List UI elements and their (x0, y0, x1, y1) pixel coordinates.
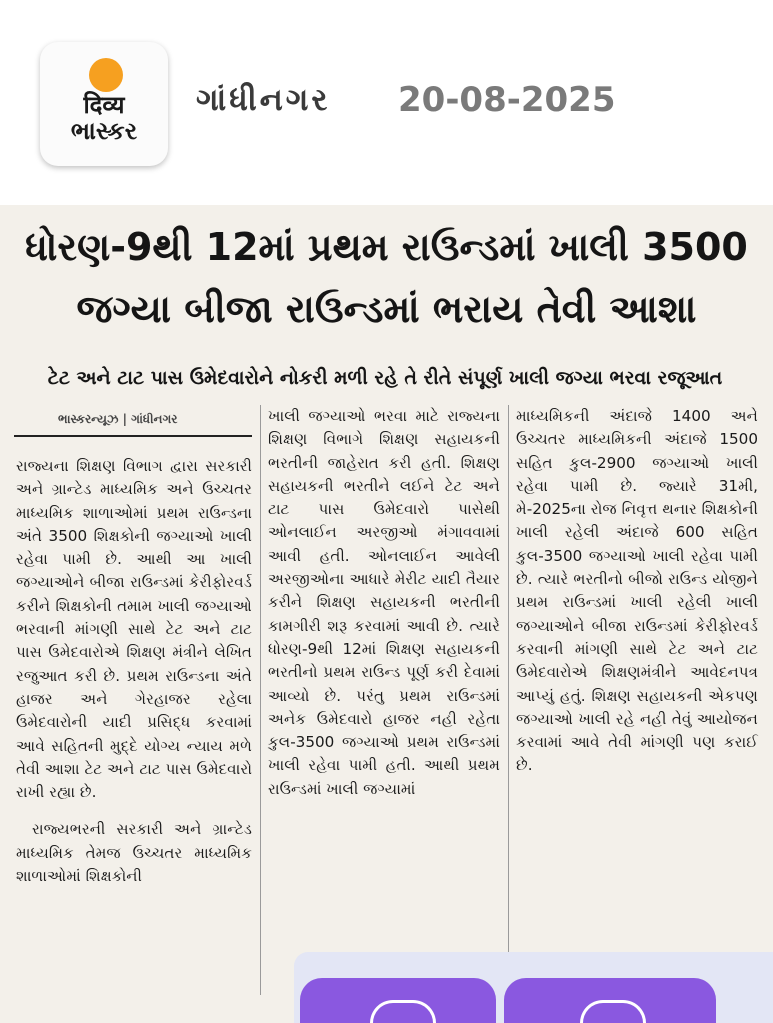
logo-line2: ભાસ્કર (70, 117, 138, 145)
overlay-button-right[interactable] (504, 978, 716, 1023)
article-column-2 (268, 405, 500, 801)
byline-divider (14, 435, 252, 437)
column2-paragraph: ખાલી જગ્યાઓ ભરવા માટે રાજ્યના શિક્ષણ વિભાગે શિક્ષણ સહાયકની ભરતીની જાહેરાત કરી હતી. શિક્ષણ સહાયકની ભરતીને લઈને ટેટ અને ટાટ પાસ ઉમેદવારો પાસેથી ઓનલાઈન અરજીઓ મંગાવવામાં આવી હતી. ઓનલાઈન આવેલી અરજીઓના આધારે મેરીટ યાદી તૈયાર કરીને શિક્ષણ સહાયકની ભરતીની કામગીરી શરૂ કરવામાં આવી છે. ત્યારે ધોરણ-9થી 12માં શિક્ષણ સહાયકની ભરતીનો પ્રથમ રાઉન્ડ પૂર્ણ કરી દેવામાં આવ્યો છે. પરંતુ પ્રથમ રાઉન્ડમાં અનેક ઉમેદવારો હાજર નહી રહેતા કુલ-3500 જગ્યાઓ પ્રથમ રાઉન્ડમાં ખાલી રહેવા પામી હતી. આથી પ્રથમ રાઉન્ડમાં ખાલી જગ્યામાં (268, 407, 500, 798)
city-name: ગાંધીનગર (196, 82, 331, 118)
sun-icon (89, 58, 123, 92)
column-divider (260, 405, 261, 995)
logo-line1: दिव्य (83, 91, 125, 119)
circle-icon (580, 1000, 646, 1023)
publication-date: 20-08-2025 (398, 80, 616, 120)
article-column-3 (516, 405, 758, 778)
overlay-button-left[interactable] (300, 978, 496, 1023)
column3-paragraph: માધ્યમિકની અંદાજે 1400 અને ઉચ્ચતર માધ્યમિકની અંદાજે 1500 સહિત કુલ-2900 જગ્યાઓ ખાલી રહેવા પામી છે. જ્યારે 31મી, મે-2025ના રોજ નિવૃત્ત થનાર શિક્ષકોની ખાલી રહેલી અંદાજે 600 સહિત કુલ-3500 જગ્યાઓ ખાલી રહેવા પામી છે. ત્યારે ભરતીનો બીજો રાઉન્ડ યોજીને પ્રથમ રાઉન્ડમાં ખાલી રહેલી ખાલી જગ્યાઓને બીજા રાઉન્ડમાં કેરીફોરવર્ડ કરવાની માંગણી સાથે ટેટ અને ટાટ ઉમેદવારોએ શિક્ષણમંત્રીને આવેદનપત્ર આપ્યું હતું. શિક્ષણ સહાયકની એકપણ જગ્યાઓ ખાલી રહે નહી તેવું આયોજન કરવામાં આવે તેવી માંગણી પણ કરાઈ છે. (516, 407, 758, 775)
column1-paragraph2: રાજ્યભરની સરકારી અને ગ્રાન્ટેડ માધ્યમિક તેમજ ઉચ્ચતર માધ્યમિક શાળાઓમાં શિક્ષકોની (16, 820, 252, 886)
headline-line1: ધોરણ-9થી 12માં પ્રથમ રાઉન્ડમાં ખાલી 3500 (25, 225, 748, 269)
column1-paragraph1: રાજ્યના શિક્ષણ વિભાગ દ્વારા સરકારી અને ગ્રાન્ટેડ માધ્યમિક અને ઉચ્ચતર માધ્યમિક શાળાઓમાં પ્રથમ રાઉન્ડના અંતે 3500 શિક્ષકોની જગ્યાઓ ખાલી રહેવા પામી છે. આથી આ ખાલી જગ્યાઓને બીજા રાઉન્ડમાં કેરીફોરવર્ડ કરીને શિક્ષકોની તમામ ખાલી જગ્યાઓ ભરવાની માંગણી સાથે ટેટ અને ટાટ પાસ ઉમેદવારોએ શિક્ષણ મંત્રીને લેખિત રજુઆત કરી છે. પ્રથમ રાઉન્ડના અંતે હાજર અને ગેરહાજર રહેલા ઉમેદવારોની યાદી પ્રસિદ્ધ કરવામાં આવે સહિતની મુદ્દે યોગ્ય ન્યાય મળે તેવી આશા ટેટ અને ટાટ પાસ ઉમેદવારો રાખી રહ્યા છે. (16, 457, 252, 802)
column-divider (508, 405, 509, 995)
newspaper-clipping (0, 205, 773, 1023)
article-column-1 (16, 455, 252, 888)
divya-bhaskar-logo[interactable] (40, 42, 168, 166)
subheadline: ટેટ અને ટાટ પાસ ઉમેદવારોને નોકરી મળી રહે તે રીતે સંપૂર્ણ ખાલી જગ્યા ભરવા રજૂઆત (47, 367, 723, 389)
headline-line2: જગ્યા બીજા રાઉન્ડમાં ભરાય તેવી આશા (76, 287, 697, 331)
byline: ભાસ્કરન્યૂઝ | ગાંધીનગર (58, 412, 178, 426)
circle-icon (370, 1000, 436, 1023)
header-bar (0, 0, 773, 205)
